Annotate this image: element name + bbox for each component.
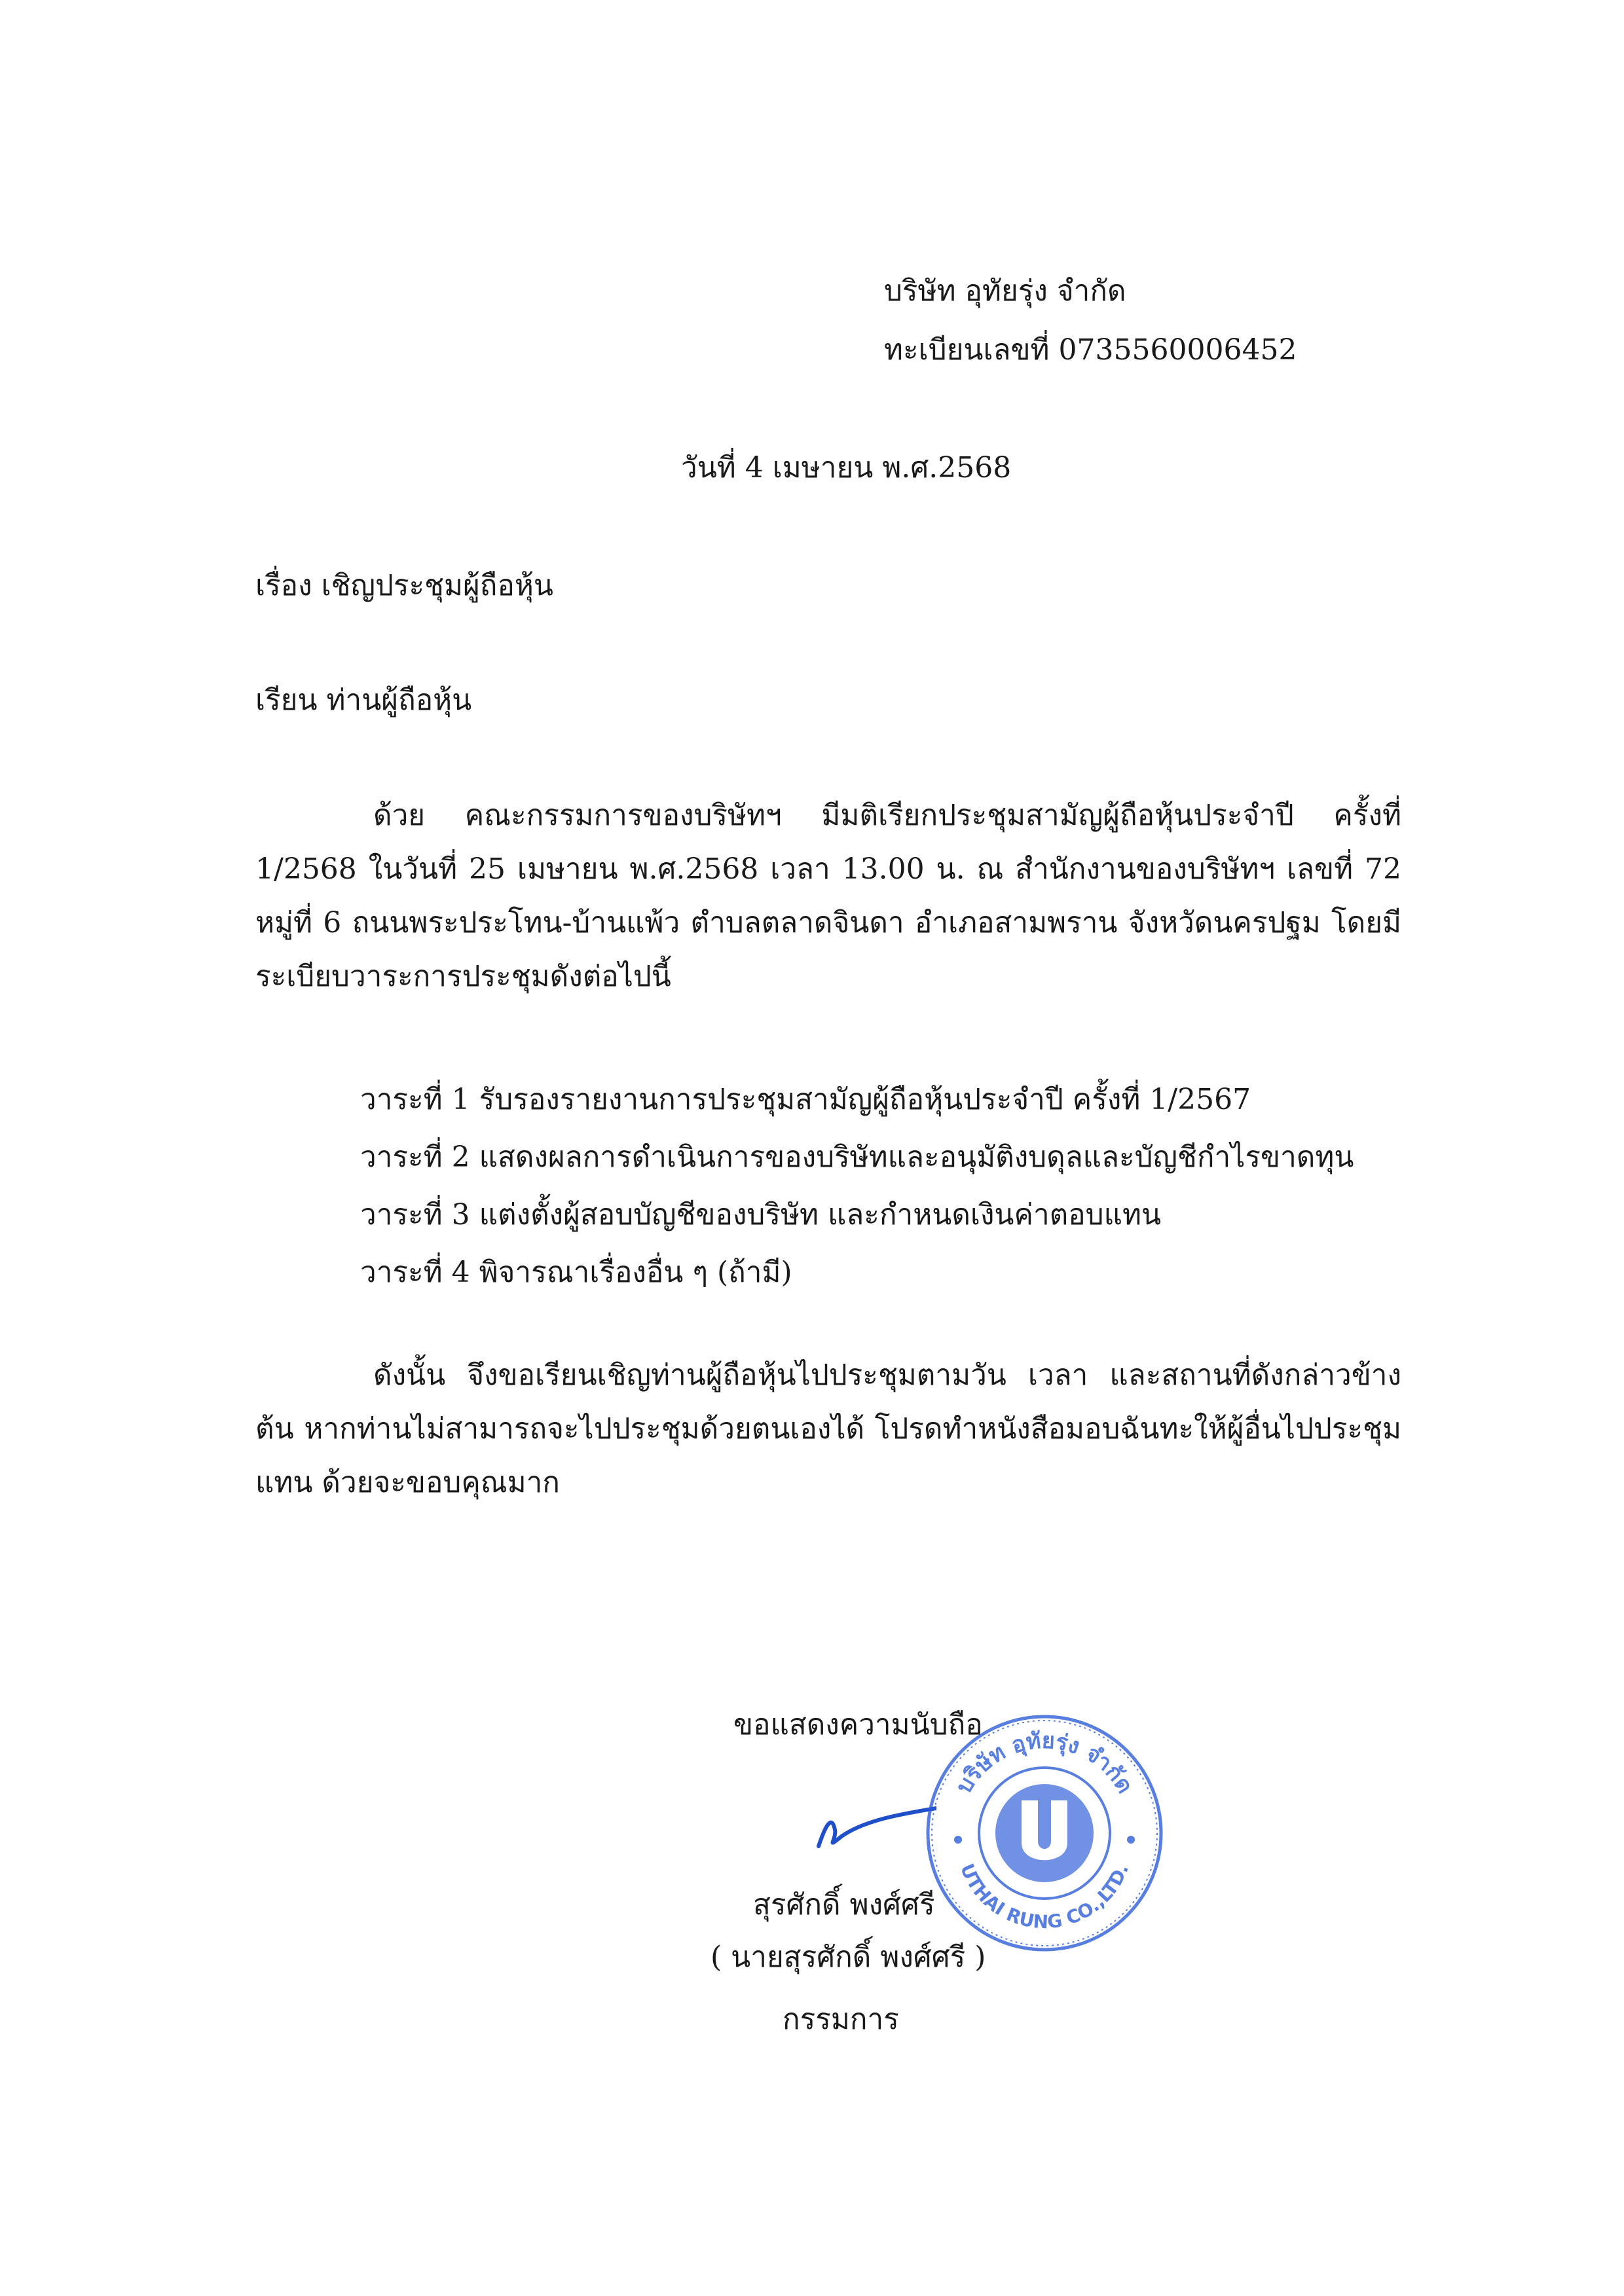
closing-regards: ขอแสดงความนับถือ — [733, 1708, 983, 1741]
company-seal-stamp — [913, 1702, 1175, 1964]
agenda-item: วาระที่ 4 พิจารณาเรื่องอื่น ๆ (ถ้ามี) — [360, 1256, 792, 1289]
stamp-thai-text: บริษัท อุทัยรุ่ง จำกัด — [950, 1727, 1139, 1798]
body-paragraph-2: ดังนั้น จึงขอเรียนเชิญท่านผู้ถือหุ้นไปประชุมตามวัน เวลา และสถานที่ดังกล่าวข้างต้น หากท่านไม่สามารถจะไปประชุมด้วยตนเองได้ โปรดทำหนังสือมอบฉันทะให้ผู้อื่นไปประชุมแทน ด้วยจะขอบคุณมาก — [255, 1358, 1401, 1499]
registration-number: ทะเบียนเลขที่ 0735560006452 — [884, 333, 1297, 367]
agenda-item: วาระที่ 2 แสดงผลการดำเนินการของบริษัทและอนุมัติงบดุลและบัญชีกำไรขาดทุน — [360, 1140, 1354, 1174]
body-paragraph-1: ด้วย คณะกรรมการของบริษัทฯ มีมติเรียกประชุมสามัญผู้ถือหุ้นประจำปี ครั้งที่ 1/2568 ในวันที่ 25 เมษายน พ.ศ.2568 เวลา 13.00 น. ณ สำนักงานของบริษัทฯ เลขที่ 72 หมู่ที่ 6 ถนนพระประโทน-บ้านแพ้ว ตำบลตลาดจินดา อำเภอสามพราน จังหวัดนครปฐม โดยมีระเบียบวาระการประชุมดังต่อไปนี้ — [255, 799, 1401, 993]
signer-full-name: ( นายสุรศักดิ์ พงศ์ศรี ) — [710, 1941, 986, 1974]
agenda-item: วาระที่ 3 แต่งตั้งผู้สอบบัญชีของบริษัท และกำหนดเงินค่าตอบแทน — [360, 1198, 1162, 1231]
signer-position: กรรมการ — [783, 2003, 899, 2036]
letter-subject: เรื่อง เชิญประชุมผู้ถือหุ้น — [255, 569, 553, 602]
agenda-item: วาระที่ 1 รับรองรายงานการประชุมสามัญผู้ถือหุ้นประจำปี ครั้งที่ 1/2567 — [360, 1083, 1251, 1116]
company-name: บริษัท อุทัยรุ่ง จำกัด — [884, 274, 1126, 308]
letter-salutation: เรียน ท่านผู้ถือหุ้น — [255, 683, 472, 717]
stamp-english-text: UTHAI RUNG CO.,LTD. — [955, 1860, 1134, 1933]
signer-name: สุรศักดิ์ พงศ์ศรี — [753, 1888, 935, 1922]
letter-date: วันที่ 4 เมษายน พ.ศ.2568 — [681, 451, 1012, 484]
